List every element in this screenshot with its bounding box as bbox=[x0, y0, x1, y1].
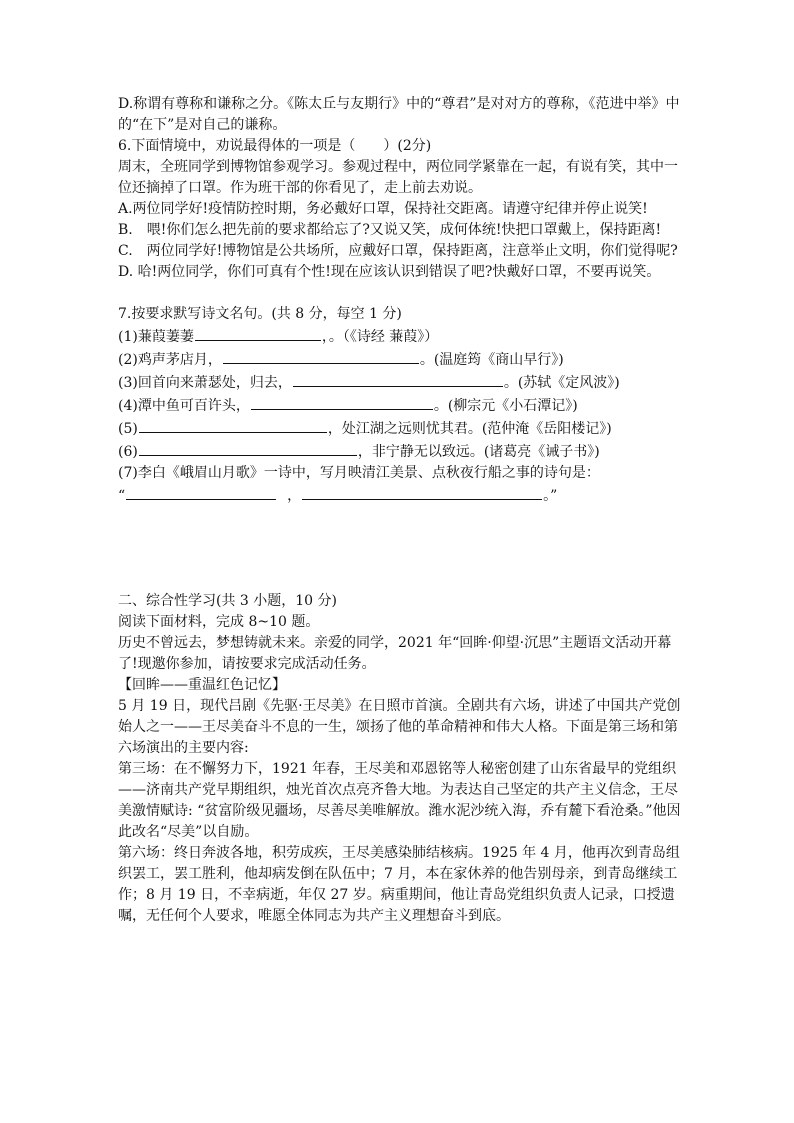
subheading: 【回眸——重温红色记忆】 bbox=[118, 677, 286, 693]
answer-blank[interactable] bbox=[126, 484, 276, 500]
section-intro: 阅读下面材料，完成 8~10 题。 bbox=[118, 614, 320, 630]
q7-line-7-answer bbox=[118, 484, 684, 507]
q7-line-6-suffix: ，非宁静无以致远。(诸葛亮《诫子书》) bbox=[357, 444, 600, 460]
q6-option-d: D. 哈!两位同学，你们可真有个性!现在应该认识到错误了吧?快戴好口罩，不要再说笑。 bbox=[118, 264, 661, 280]
q7-line-5-prefix: (5) bbox=[118, 421, 138, 437]
q5-option-d: D.称谓有尊称和谦称之分。《陈太丘与友期行》中的“尊君”是对对方的尊称，《范进中举》中的“在下”是对自己的谦称。 bbox=[118, 96, 680, 133]
paragraph: 第三场：在不懈努力下，1921 年春，王尽美和邓恩铭等人秘密创建了山东省最早的党组织——济南共产党早期组织，烛光首次点亮齐鲁大地。为表达自己坚定的共产主义信念，王尽美激情赋诗: “贫富阶级见疆场，尽善尽美唯解放。潍水泥沙统入海，乔有麓下看沧桑。”他因此改名“尽美”以自励。 bbox=[118, 761, 681, 840]
q6-option-a: A.两位同学好!疫情防控时期，务必戴好口罩，保持社交距离。请遵守纪律并停止说笑! bbox=[118, 201, 648, 217]
q7-line-4-prefix: (4)潭中鱼可百许头， bbox=[118, 398, 250, 414]
answer-blank[interactable] bbox=[251, 394, 433, 410]
paragraph: 历史不曾远去，梦想铸就未来。亲爱的同学，2021 年“回眸·仰望·沉思”主题语文活动开幕了!现邀你参加，请按要求完成活动任务。 bbox=[118, 635, 672, 672]
answer-blank[interactable] bbox=[139, 440, 357, 456]
q7-line-2-prefix: (2)鸡声茅店月， bbox=[118, 352, 222, 368]
section-title: 二、综合性学习(共 3 小题，10 分) bbox=[118, 593, 337, 609]
q7-line-6-prefix: (6) bbox=[118, 444, 138, 460]
open-quote: “ bbox=[118, 488, 126, 504]
q7-line-1-prefix: (1)蒹葭萋萋 bbox=[118, 329, 194, 345]
q7-line-1-suffix: ，。（《诗经 蒹葭》） bbox=[321, 329, 439, 345]
q7-stem: 7.按要求默写诗文名句。(共 8 分，每空 1 分) bbox=[118, 306, 402, 322]
q6-option-c: C. 两位同学好!博物馆是公共场所，应戴好口罩，保持距离，注意举止文明，你们觉得呢? bbox=[118, 243, 678, 259]
q7-line-3 bbox=[118, 371, 684, 394]
q7-line-7: (7)李白《峨眉山月歌》一诗中，写月映清江美景、点秋夜行船之事的诗句是： bbox=[118, 465, 600, 481]
q7-line-1 bbox=[118, 325, 684, 348]
q6-context: 周末，全班同学到博物馆参观学习。参观过程中，两位同学紧靠在一起，有说有笑，其中一位还摘掉了口罩。作为班干部的你看见了，走上前去劝说。 bbox=[118, 159, 678, 196]
answer-blank[interactable] bbox=[195, 325, 321, 341]
q7-line-4 bbox=[118, 394, 684, 417]
answer-blank[interactable] bbox=[139, 417, 327, 433]
q7-line-2 bbox=[118, 348, 684, 371]
spacer bbox=[118, 507, 684, 591]
answer-blank[interactable] bbox=[302, 484, 542, 500]
close-quote: 。” bbox=[543, 488, 558, 504]
q7-line-2-suffix: 。(温庭筠《商山早行》) bbox=[419, 352, 564, 368]
q7-line-3-suffix: 。(苏轼《定风波》) bbox=[503, 375, 620, 391]
q7-line-5 bbox=[118, 417, 684, 440]
comma: ， bbox=[287, 488, 302, 504]
paragraph: 第六场：终日奔波各地，积劳成疾，王尽美感染肺结核病。1925 年 4 月，他再次到青岛组织罢工，罢工胜利，他却病发倒在队伍中；7 月，本在家休养的他告别母亲，到青岛继续工作；8 月 19 日，不幸病逝，年仅 27 岁。病重期间，他让青岛党组织负责人记录，口授遗嘱，无任何个人要求，唯愿全体同志为共产主义理想奋斗到底。 bbox=[118, 845, 680, 924]
q7-line-4-suffix: 。(柳宗元《小石潭记》) bbox=[433, 398, 578, 414]
q7-line-6 bbox=[118, 440, 684, 463]
exam-page bbox=[118, 94, 684, 927]
spacer bbox=[118, 283, 684, 304]
answer-blank[interactable] bbox=[223, 348, 419, 364]
paragraph: 5 月 19 日，现代吕剧《先驱·王尽美》在日照市首演。全剧共有六场，讲述了中国共产党创始人之一——王尽美奋斗不息的一生，颂扬了他的革命精神和伟大人格。下面是第三场和第六场演出的主要内容: bbox=[118, 698, 681, 756]
q7-line-5-suffix: ，处江湖之远则忧其君。(范仲淹《岳阳楼记》) bbox=[327, 421, 612, 437]
q7-line-3-prefix: (3)回首向来萧瑟处，归去， bbox=[118, 375, 292, 391]
answer-blank[interactable] bbox=[293, 371, 503, 387]
q6-option-b: B. 喂!你们怎么把先前的要求都给忘了?又说又笑，成何体统!快把口罩戴上，保持距离! bbox=[118, 222, 662, 238]
q6-stem: 6.下面情境中，劝说最得体的一项是（ ）(2分) bbox=[118, 138, 432, 154]
